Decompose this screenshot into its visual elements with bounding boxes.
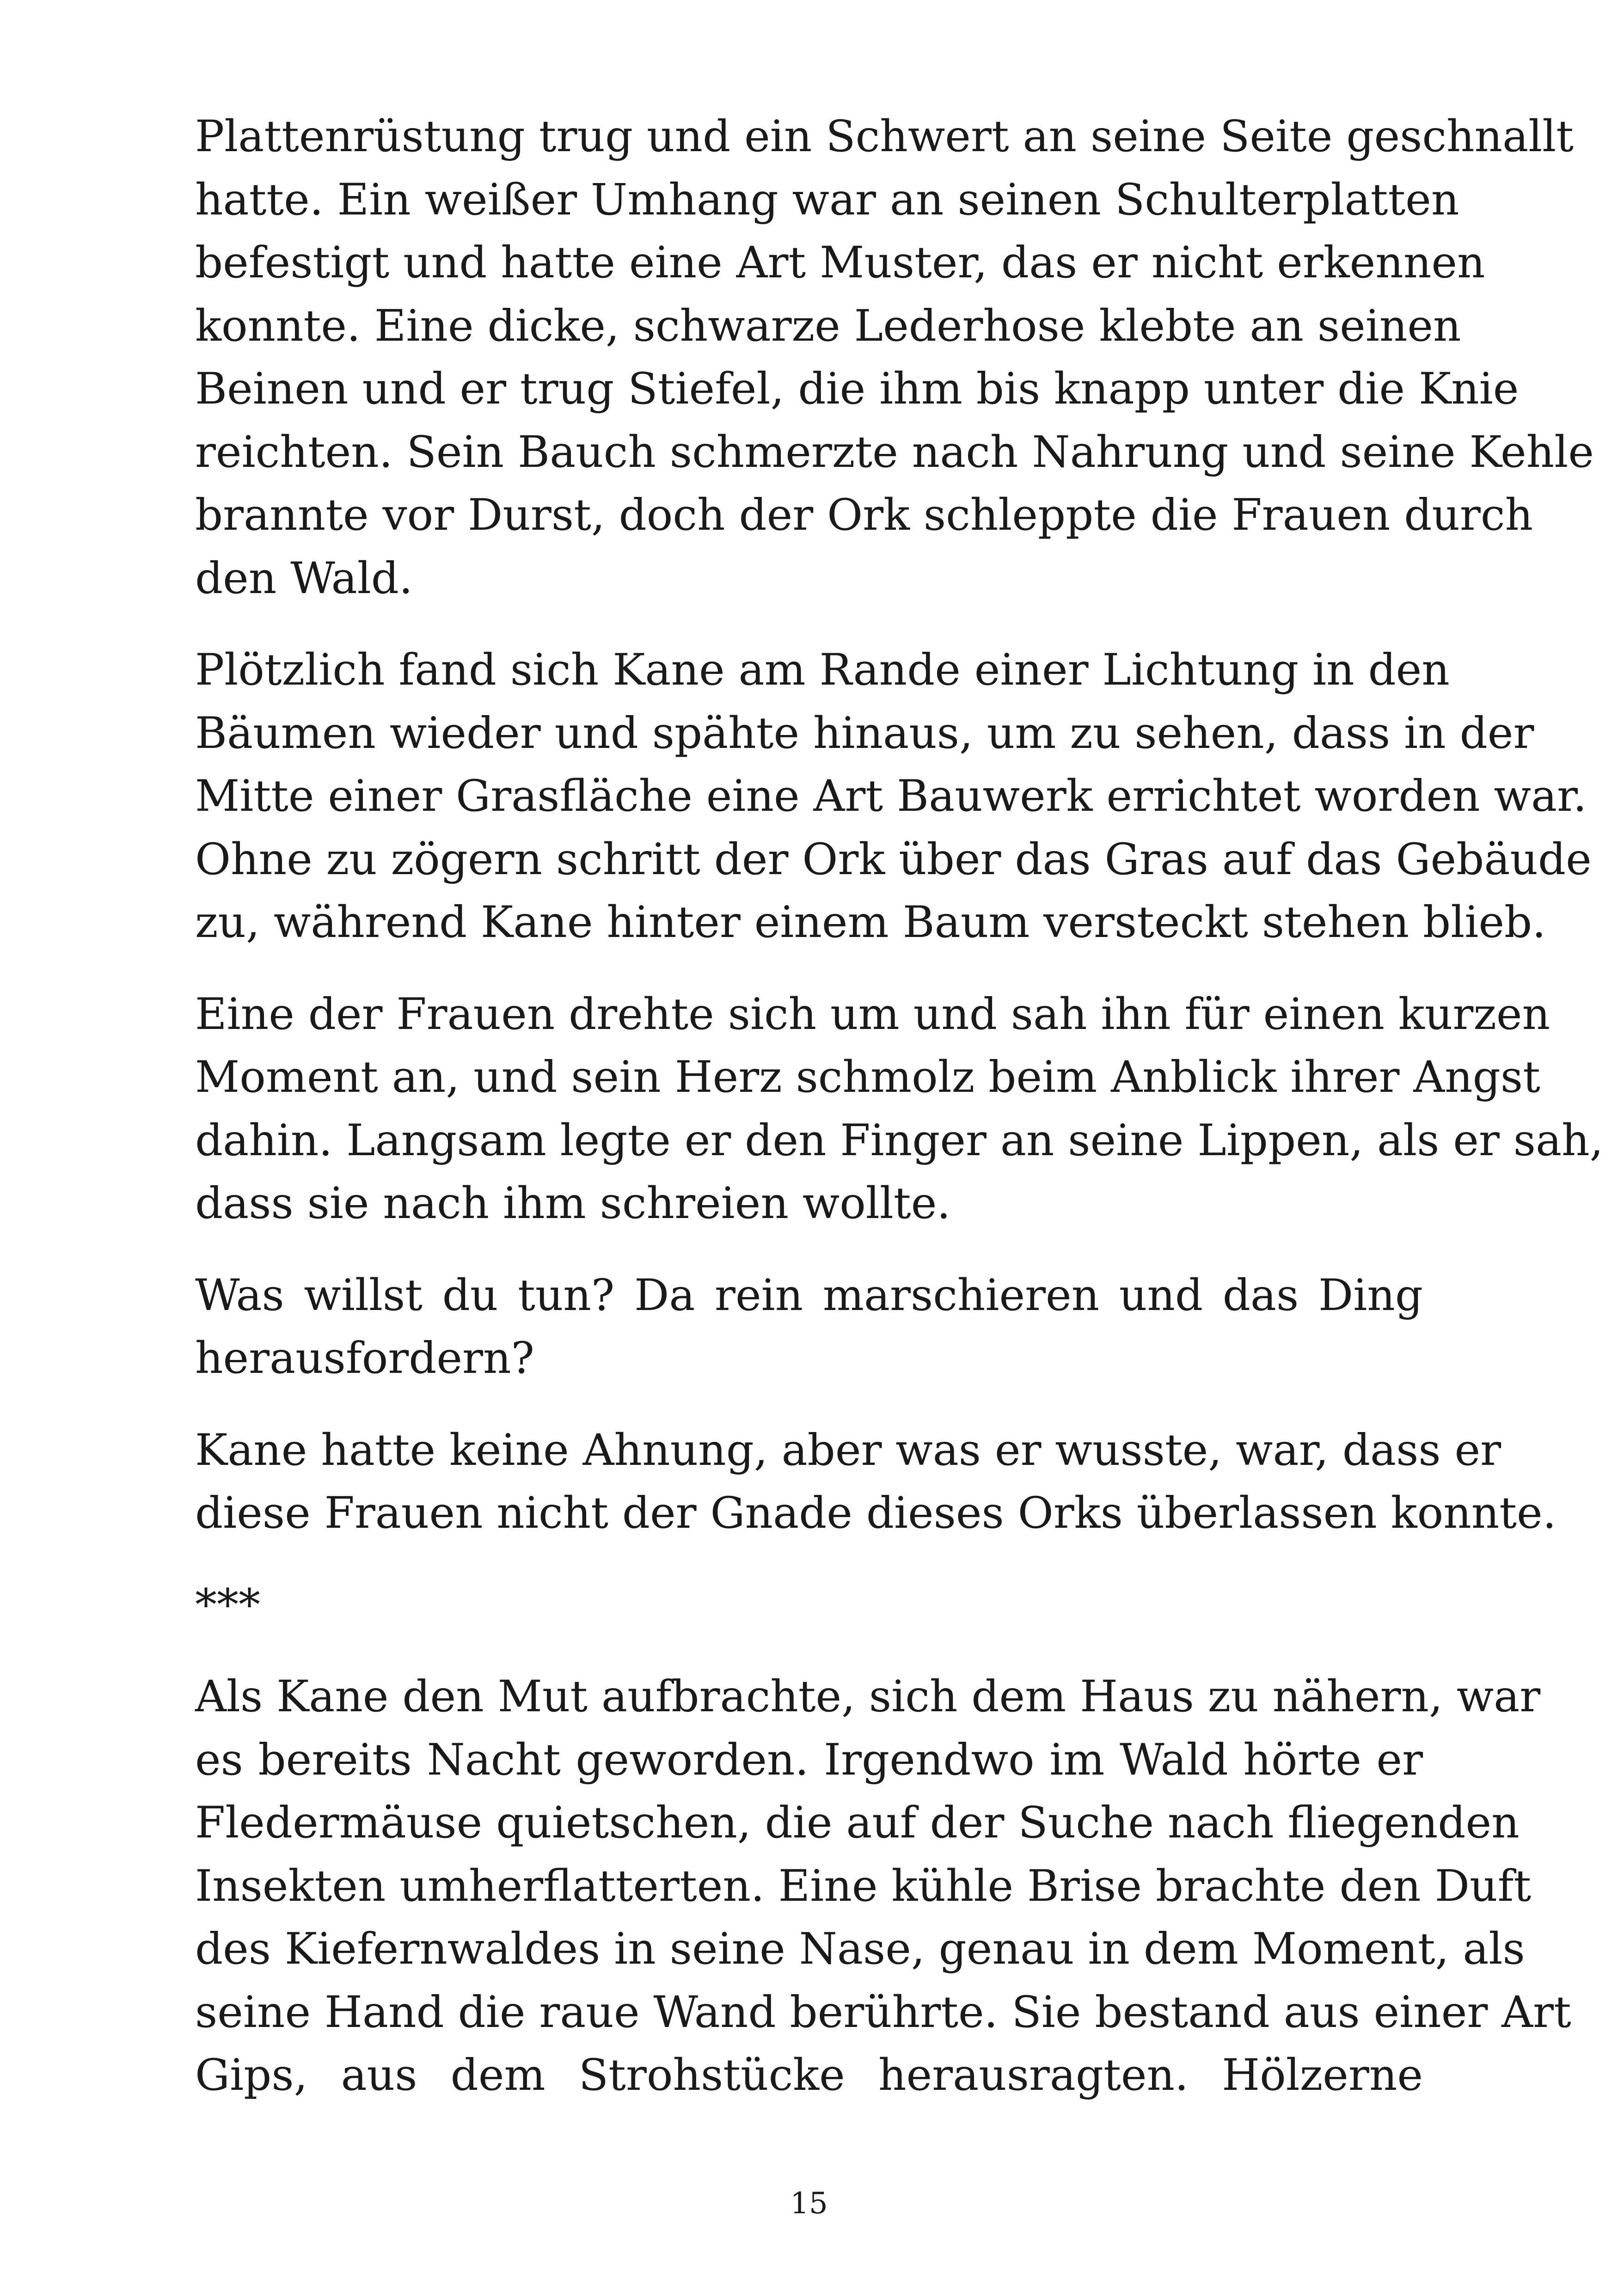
text-line: Eine der Frauen drehte sich um und sah ihn für einen kurzen xyxy=(195,989,1551,1040)
paragraph xyxy=(195,1665,1571,2107)
text-line: Ohne zu zögern schritt der Ork über das Gras auf das Gebäude xyxy=(195,834,1592,885)
text-line: Insekten umherflatterten. Eine kühle Brise brachte den Duft xyxy=(195,1861,1532,1911)
paragraph xyxy=(195,1264,1423,1390)
paragraph xyxy=(195,639,1592,955)
text-line: reichten. Sein Bauch schmerzte nach Nahrung und seine Kehle xyxy=(195,427,1594,478)
text-line: befestigt und hatte eine Art Muster, das er nicht erkennen xyxy=(195,238,1485,288)
text-line: Bäumen wieder und spähte hinaus, um zu sehen, dass in der xyxy=(195,708,1534,759)
text-line: Gips, aus dem Strohstücke herausragten. Hölzerne xyxy=(195,2050,1423,2100)
scene-separator xyxy=(195,1574,1423,1637)
text-line: hatte. Ein weißer Umhang war an seinen Schulterplatten xyxy=(195,174,1459,225)
text-line: des Kiefernwaldes in seine Nase, genau in dem Moment, als xyxy=(195,1924,1525,1974)
text-line: diese Frauen nicht der Gnade dieses Orks überlassen konnte. xyxy=(195,1488,1557,1538)
text-line: dass sie nach ihm schreien wollte. xyxy=(195,1178,951,1229)
text-line: Plattenrüstung trug und ein Schwert an seine Seite geschnallt xyxy=(195,111,1574,162)
text-line: Moment an, und sein Herz schmolz beim Anblick ihrer Angst xyxy=(195,1052,1540,1102)
text-line: seine Hand die raue Wand berührte. Sie bestand aus einer Art xyxy=(195,1987,1571,2038)
text-line: zu, während Kane hinter einem Baum versteckt stehen blieb. xyxy=(195,897,1546,948)
text-line: dahin. Langsam legte er den Finger an seine Lippen, als er sah, xyxy=(195,1115,1604,1166)
page-number: 15 xyxy=(790,2186,828,2221)
separator-text: *** xyxy=(195,1580,260,1630)
text-line: brannte vor Durst, doch der Ork schleppte die Frauen durch xyxy=(195,490,1533,540)
text-line: Als Kane den Mut aufbrachte, sich dem Haus zu nähern, war xyxy=(195,1671,1541,1722)
paragraph xyxy=(195,105,1594,610)
text-line: herausfordern? xyxy=(195,1333,534,1384)
text-line: Kane hatte keine Ahnung, aber was er wusste, war, dass er xyxy=(195,1425,1502,1476)
paragraph xyxy=(195,983,1604,1236)
text-line: Fledermäuse quietschen, die auf der Suche nach fliegenden xyxy=(195,1798,1520,1848)
text-line: Was willst du tun? Da rein marschieren und das Ding xyxy=(195,1270,1423,1321)
paragraph xyxy=(195,1419,1557,1545)
body-text xyxy=(195,105,1604,2136)
text-line: es bereits Nacht geworden. Irgendwo im Wald hörte er xyxy=(195,1734,1423,1785)
text-line: den Wald. xyxy=(195,553,413,604)
text-line: Mitte einer Grasfläche eine Art Bauwerk errichtet worden war. xyxy=(195,771,1587,821)
text-line: Plötzlich fand sich Kane am Rande einer Lichtung in den xyxy=(195,645,1450,695)
text-line: Beinen und er trug Stiefel, die ihm bis knapp unter die Knie xyxy=(195,364,1519,414)
text-line: konnte. Eine dicke, schwarze Lederhose klebte an seinen xyxy=(195,300,1461,351)
